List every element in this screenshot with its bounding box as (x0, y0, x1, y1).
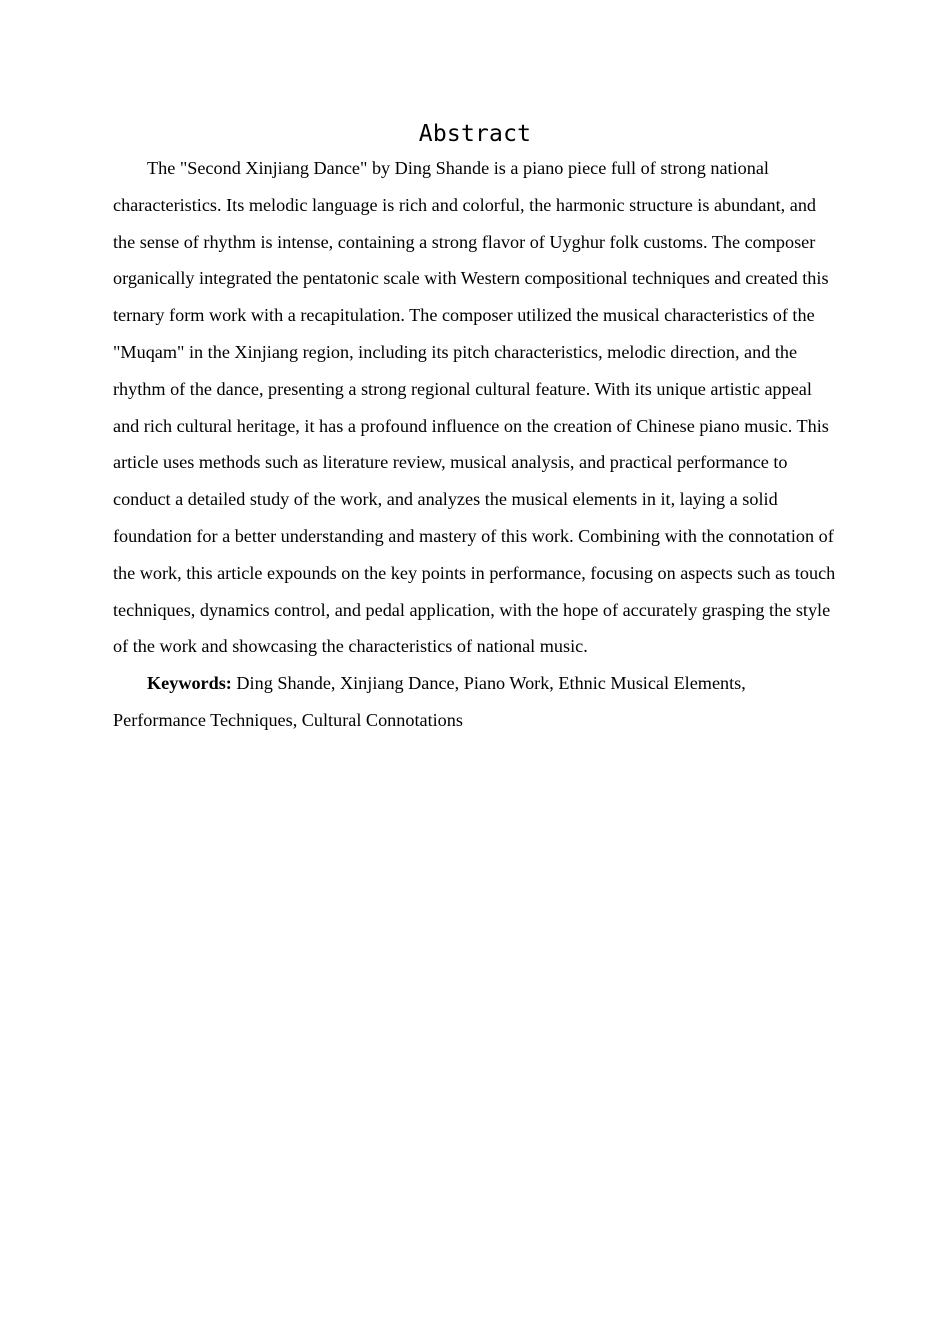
abstract-body: The "Second Xinjiang Dance" by Ding Shande is a piano piece full of strong national characteristics. Its melodic language is rich and colorful, the harmonic structure is abundant, and the sense of rhythm is intense, containing a strong flavor of Uyghur folk customs. The composer organically integrated the pentatonic scale with Western compositional techniques and created this ternary form work with a recapitulation. The composer utilized the musical characteristics of the "Muqam" in the Xinjiang region, including its pitch characteristics, melodic direction, and the rhythm of the dance, presenting a strong regional cultural feature. With its unique artistic appeal and rich cultural heritage, it has a profound influence on the creation of Chinese piano music. This article uses methods such as literature review, musical analysis, and practical performance to conduct a detailed study of the work, and analyzes the musical elements in it, laying a solid foundation for a better understanding and mastery of this work. Combining with the connotation of the work, this article expounds on the key points in performance, focusing on aspects such as touch techniques, dynamics control, and pedal application, with the hope of accurately grasping the style of the work and showcasing the characteristics of national music. (113, 158, 836, 657)
keywords-line (113, 665, 837, 739)
abstract-title: Abstract (418, 121, 532, 147)
keywords-label: Keywords: (147, 673, 232, 694)
keywords-text: Ding Shande, Xinjiang Dance, Piano Work, Ethnic Musical Elements, Performance Techniques, Cultural Connotations (113, 673, 746, 730)
abstract-section (113, 118, 837, 739)
